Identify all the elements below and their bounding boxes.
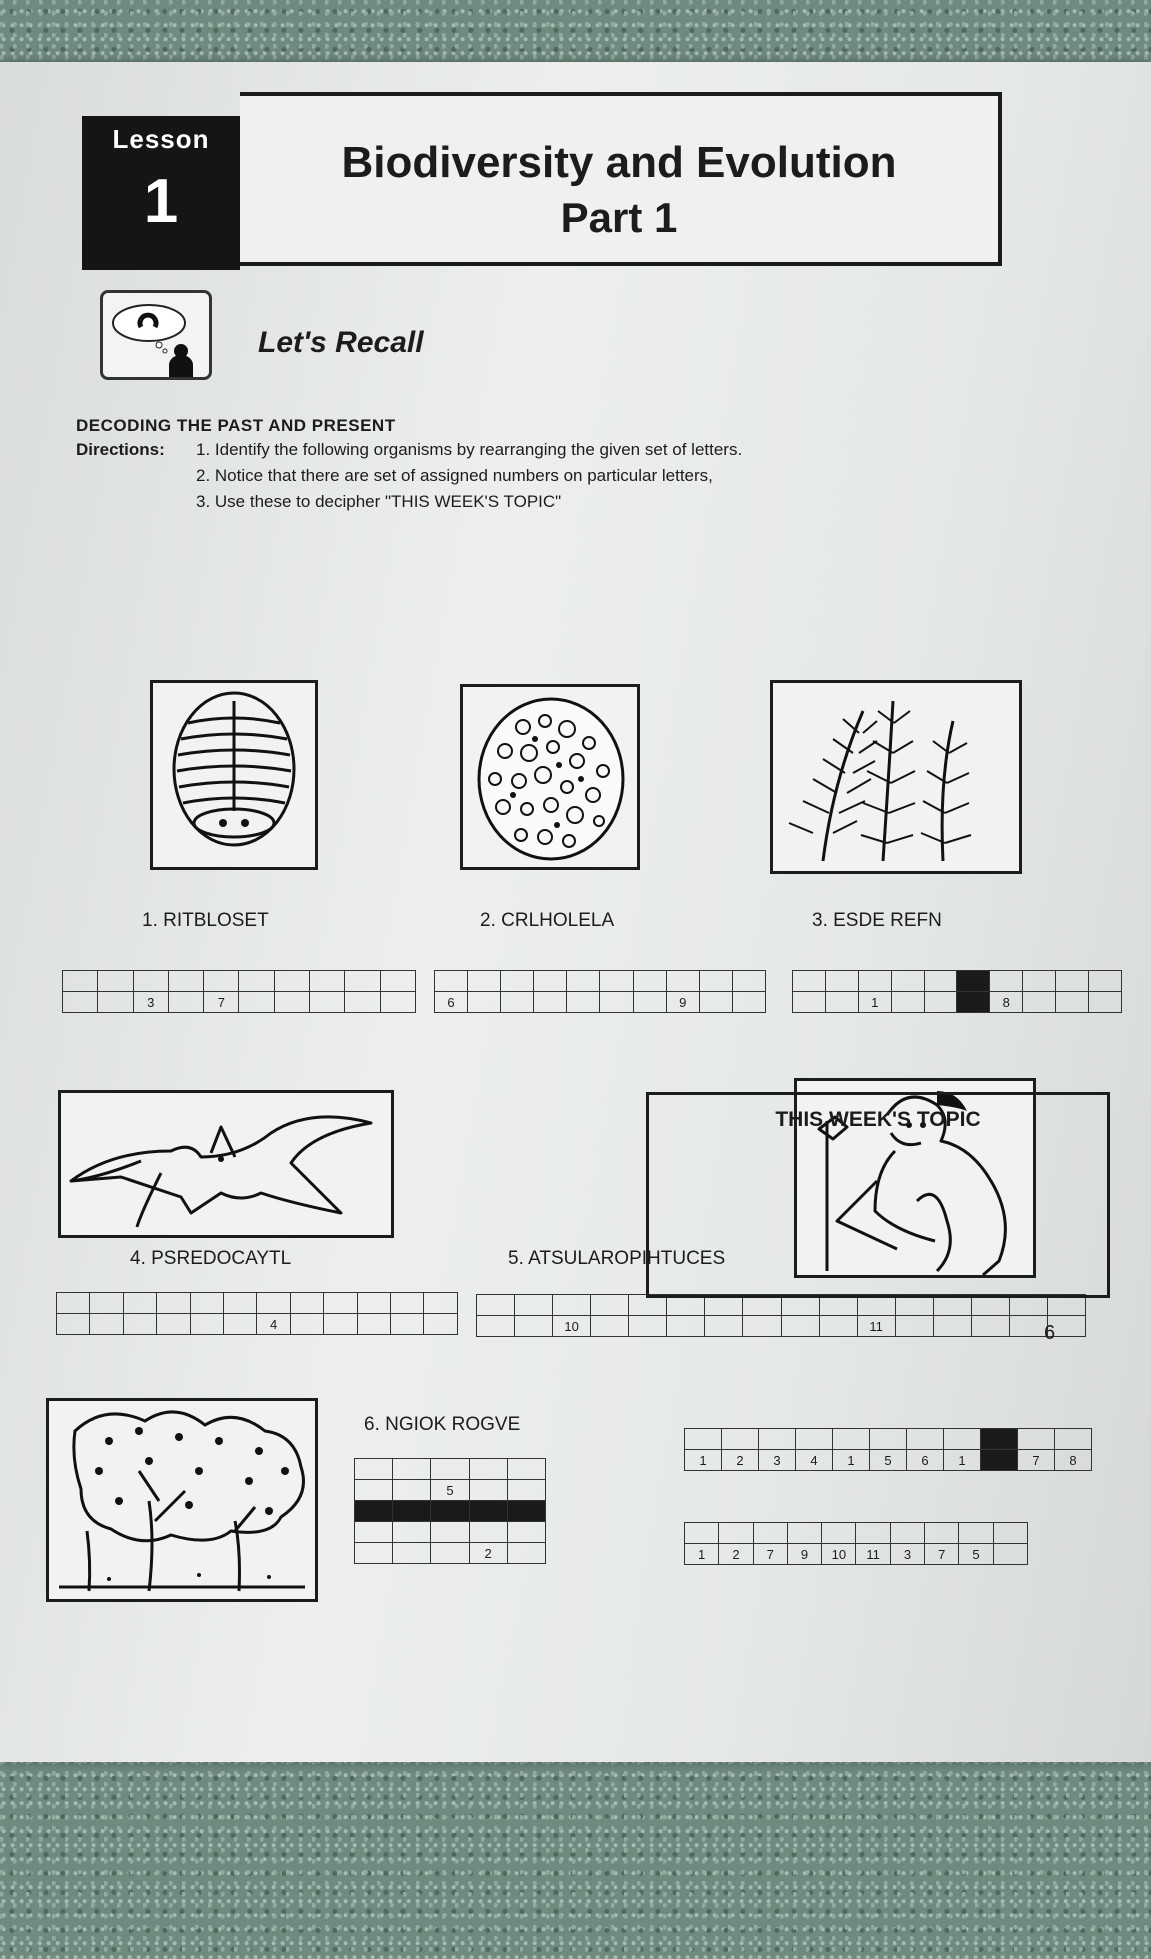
letter-cell: [699, 992, 732, 1013]
grid-row: [477, 1316, 1086, 1337]
grid-row: [355, 1543, 546, 1564]
letter-cell: [290, 1314, 323, 1335]
letter-cell: [1056, 971, 1089, 992]
letter-cell: [393, 1543, 431, 1564]
letter-cell: [90, 1293, 123, 1314]
letter-cell: [501, 992, 534, 1013]
letter-cell: [355, 1480, 393, 1501]
numbered-letter-cell: 8: [1055, 1450, 1092, 1471]
page-number: 6: [1044, 1322, 1056, 1344]
letter-cell: [699, 971, 732, 992]
letter-cell: [90, 1314, 123, 1335]
letter-cell: [324, 1314, 357, 1335]
letter-cell: [743, 1316, 781, 1337]
letter-cell: [204, 971, 239, 992]
letter-cell: [534, 992, 567, 1013]
letter-cell: [793, 992, 826, 1013]
letter-cell: [959, 1523, 993, 1544]
numbered-letter-cell: 1: [833, 1450, 870, 1471]
letter-cell: [469, 1459, 507, 1480]
letter-cell: [787, 1523, 821, 1544]
letter-cell: [507, 1543, 545, 1564]
numbered-letter-cell: 5: [870, 1450, 907, 1471]
letter-cell: [993, 1544, 1027, 1565]
letter-cell: [431, 1459, 469, 1480]
letter-cell: [431, 1522, 469, 1543]
blank-separator-cell: [981, 1429, 1018, 1450]
letter-cell: [98, 992, 133, 1013]
numbered-letter-cell: 10: [822, 1544, 856, 1565]
numbered-letter-cell: 1: [858, 992, 891, 1013]
letter-cell: [1009, 1316, 1047, 1337]
letter-cell: [666, 971, 699, 992]
letter-cell: [133, 971, 168, 992]
letter-cell: [123, 1314, 156, 1335]
letter-cell: [990, 971, 1023, 992]
blank-separator-cell: [469, 1501, 507, 1522]
letter-cell: [468, 992, 501, 1013]
letter-cell: [870, 1429, 907, 1450]
letter-cell: [224, 1314, 257, 1335]
letter-cell: [591, 1316, 629, 1337]
letter-cell: [924, 992, 957, 1013]
letter-cell: [345, 971, 380, 992]
letter-cell: [1023, 992, 1056, 1013]
letter-cell: [391, 1314, 424, 1335]
letter-cell: [1089, 992, 1122, 1013]
letter-cell: [477, 1295, 515, 1316]
letter-cell: [971, 1316, 1009, 1337]
letter-cell: [633, 971, 666, 992]
letter-cell: [819, 1316, 857, 1337]
letter-cell: [825, 992, 858, 1013]
letter-cell: [391, 1293, 424, 1314]
letter-cell: [600, 971, 633, 992]
pterodactyl-image: [58, 1090, 394, 1238]
numbered-letter-cell: 7: [204, 992, 239, 1013]
letter-cell: [705, 1316, 743, 1337]
letter-cell: [190, 1314, 223, 1335]
letter-cell: [310, 992, 345, 1013]
letter-cell: [380, 971, 415, 992]
activity-heading: DECODING THE PAST AND PRESENT: [76, 416, 396, 435]
letter-cell: [357, 1293, 390, 1314]
lesson-badge: [82, 116, 240, 270]
grid-row: [793, 971, 1122, 992]
letter-cell: [424, 1293, 458, 1314]
blank-separator-cell: [431, 1501, 469, 1522]
letter-cell: [515, 1316, 553, 1337]
answer-grid: [62, 970, 416, 1013]
letter-cell: [753, 1523, 787, 1544]
grid-row: [355, 1522, 546, 1543]
letter-cell: [355, 1543, 393, 1564]
letter-cell: [553, 1295, 591, 1316]
lesson-word: Lesson: [112, 124, 210, 154]
letter-cell: [168, 992, 203, 1013]
letter-cell: [469, 1480, 507, 1501]
letter-cell: [477, 1316, 515, 1337]
numbered-letter-cell: 11: [856, 1544, 890, 1565]
letter-cell: [393, 1522, 431, 1543]
letter-cell: [239, 971, 274, 992]
numbered-letter-cell: 9: [787, 1544, 821, 1565]
numbered-letter-cell: 4: [796, 1450, 833, 1471]
letter-cell: [856, 1523, 890, 1544]
topic-grid: [684, 1522, 1028, 1565]
numbered-letter-cell: 9: [666, 992, 699, 1013]
letter-cell: [355, 1522, 393, 1543]
answer-grid: [434, 970, 766, 1013]
letter-cell: [1055, 1429, 1092, 1450]
numbered-letter-cell: 2: [722, 1450, 759, 1471]
letter-cell: [732, 992, 765, 1013]
numbered-letter-cell: 7: [1018, 1450, 1055, 1471]
letter-cell: [290, 1293, 323, 1314]
section-title: Let's Recall: [258, 326, 424, 359]
numbered-letter-cell: 6: [907, 1450, 944, 1471]
blank-separator-cell: [355, 1501, 393, 1522]
letter-cell: [667, 1316, 705, 1337]
letter-cell: [431, 1543, 469, 1564]
topic-grid: [684, 1428, 1092, 1471]
letter-cell: [993, 1523, 1027, 1544]
letter-cell: [796, 1429, 833, 1450]
letter-cell: [722, 1429, 759, 1450]
numbered-letter-cell: 3: [759, 1450, 796, 1471]
numbered-letter-cell: 7: [925, 1544, 959, 1565]
grid-row: [435, 992, 766, 1013]
letter-cell: [629, 1316, 667, 1337]
letter-cell: [944, 1429, 981, 1450]
numbered-letter-cell: 10: [553, 1316, 591, 1337]
letter-cell: [190, 1293, 223, 1314]
letter-cell: [732, 971, 765, 992]
direction-item: 2. Notice that there are set of assigned numbers on particular letters,: [196, 466, 713, 485]
letter-cell: [759, 1429, 796, 1450]
numbered-letter-cell: 7: [753, 1544, 787, 1565]
numbered-letter-cell: 1: [685, 1544, 719, 1565]
blank-separator-cell: [393, 1501, 431, 1522]
letter-cell: [793, 971, 826, 992]
letter-cell: [891, 971, 924, 992]
letter-cell: [157, 1293, 190, 1314]
blank-separator-cell: [507, 1501, 545, 1522]
letter-cell: [719, 1523, 753, 1544]
grid-row: [63, 992, 416, 1013]
letter-cell: [833, 1429, 870, 1450]
letter-cell: [825, 971, 858, 992]
letter-cell: [507, 1459, 545, 1480]
numbered-letter-cell: 3: [133, 992, 168, 1013]
letter-cell: [469, 1522, 507, 1543]
letter-cell: [424, 1314, 458, 1335]
letter-cell: [567, 971, 600, 992]
direction-item: 3. Use these to decipher "THIS WEEK'S TOPIC": [196, 492, 562, 511]
chlorella-image: [460, 684, 640, 870]
letter-cell: [501, 971, 534, 992]
letter-cell: [534, 971, 567, 992]
ginkgo-grove-image: [46, 1398, 318, 1602]
letter-cell: [591, 1295, 629, 1316]
letter-cell: [515, 1295, 553, 1316]
letter-cell: [507, 1522, 545, 1543]
numbered-letter-cell: 2: [469, 1543, 507, 1564]
letter-cell: [685, 1429, 722, 1450]
letter-cell: [57, 1314, 90, 1335]
letter-cell: [1089, 971, 1122, 992]
letter-cell: [907, 1429, 944, 1450]
organism-label: 1. RITBLOSET: [142, 910, 269, 931]
numbered-letter-cell: 4: [257, 1314, 290, 1335]
letter-cell: [924, 971, 957, 992]
letter-cell: [380, 992, 415, 1013]
letter-cell: [507, 1480, 545, 1501]
grid-row: [793, 992, 1122, 1013]
lesson-subtitle: Part 1: [560, 194, 678, 241]
organism-label: 3. ESDE REFN: [812, 910, 942, 931]
grid-row: [685, 1523, 1028, 1544]
letter-cell: [357, 1314, 390, 1335]
letter-cell: [310, 971, 345, 992]
letter-cell: [168, 971, 203, 992]
letter-cell: [274, 971, 309, 992]
numbered-letter-cell: 5: [431, 1480, 469, 1501]
answer-grid: [792, 970, 1122, 1013]
letter-cell: [895, 1316, 933, 1337]
organism-label: 2. CRLHOLELA: [480, 910, 615, 931]
letter-cell: [1056, 992, 1089, 1013]
letter-cell: [685, 1523, 719, 1544]
numbered-letter-cell: 1: [685, 1450, 722, 1471]
letter-cell: [1018, 1429, 1055, 1450]
letter-cell: [858, 971, 891, 992]
grid-row: [63, 971, 416, 992]
letter-cell: [157, 1314, 190, 1335]
thinking-person-icon: [100, 290, 212, 380]
directions-label: Directions:: [76, 440, 165, 459]
letter-cell: [393, 1480, 431, 1501]
grid-row: [57, 1293, 458, 1314]
letter-cell: [239, 992, 274, 1013]
letter-cell: [1023, 971, 1056, 992]
letter-cell: [355, 1459, 393, 1480]
answer-grid: [56, 1292, 458, 1335]
letter-cell: [393, 1459, 431, 1480]
letter-cell: [98, 971, 133, 992]
organism-label: 5. ATSULAROPIHTUCES: [508, 1248, 726, 1269]
trilobite-image: [150, 680, 318, 870]
grid-row: [57, 1314, 458, 1335]
seed-fern-image: [770, 680, 1022, 874]
grid-row: [435, 971, 766, 992]
letter-cell: [63, 992, 98, 1013]
blank-separator-cell: [981, 1450, 1018, 1471]
grid-row: [355, 1459, 546, 1480]
letter-cell: [257, 1293, 290, 1314]
lesson-number: 1: [143, 167, 179, 236]
organism-label: 4. PSREDOCAYTL: [130, 1248, 292, 1269]
letter-cell: [890, 1523, 924, 1544]
letter-cell: [933, 1316, 971, 1337]
title-box: [240, 92, 1002, 266]
numbered-letter-cell: 3: [890, 1544, 924, 1565]
letter-cell: [123, 1293, 156, 1314]
letter-cell: [822, 1523, 856, 1544]
letter-cell: [600, 992, 633, 1013]
lesson-title: Biodiversity and Evolution: [341, 138, 897, 187]
numbered-letter-cell: 8: [990, 992, 1023, 1013]
grid-row: [355, 1480, 546, 1501]
numbered-letter-cell: 2: [719, 1544, 753, 1565]
grid-row: [355, 1501, 546, 1522]
numbered-letter-cell: 6: [435, 992, 468, 1013]
letter-cell: [224, 1293, 257, 1314]
letter-cell: [57, 1293, 90, 1314]
letter-cell: [925, 1523, 959, 1544]
grid-row: [685, 1544, 1028, 1565]
organism-label: 6. NGIOK ROGVE: [364, 1414, 521, 1435]
letter-cell: [324, 1293, 357, 1314]
letter-cell: [274, 992, 309, 1013]
answer-grid: [476, 1294, 1086, 1337]
answer-grid: [354, 1458, 546, 1564]
letter-cell: [63, 971, 98, 992]
blank-separator-cell: [957, 992, 990, 1013]
numbered-letter-cell: 5: [959, 1544, 993, 1565]
numbered-letter-cell: 1: [944, 1450, 981, 1471]
letter-cell: [781, 1316, 819, 1337]
letter-cell: [891, 992, 924, 1013]
grid-row: [685, 1450, 1092, 1471]
grid-row: [685, 1429, 1092, 1450]
letter-cell: [633, 992, 666, 1013]
letter-cell: [435, 971, 468, 992]
letter-cell: [567, 992, 600, 1013]
letter-cell: [345, 992, 380, 1013]
numbered-letter-cell: 11: [857, 1316, 895, 1337]
direction-item: 1. Identify the following organisms by rearranging the given set of letters.: [196, 440, 743, 459]
topic-title: THIS WEEK'S TOPIC: [775, 1108, 981, 1131]
blank-separator-cell: [957, 971, 990, 992]
letter-cell: [468, 971, 501, 992]
